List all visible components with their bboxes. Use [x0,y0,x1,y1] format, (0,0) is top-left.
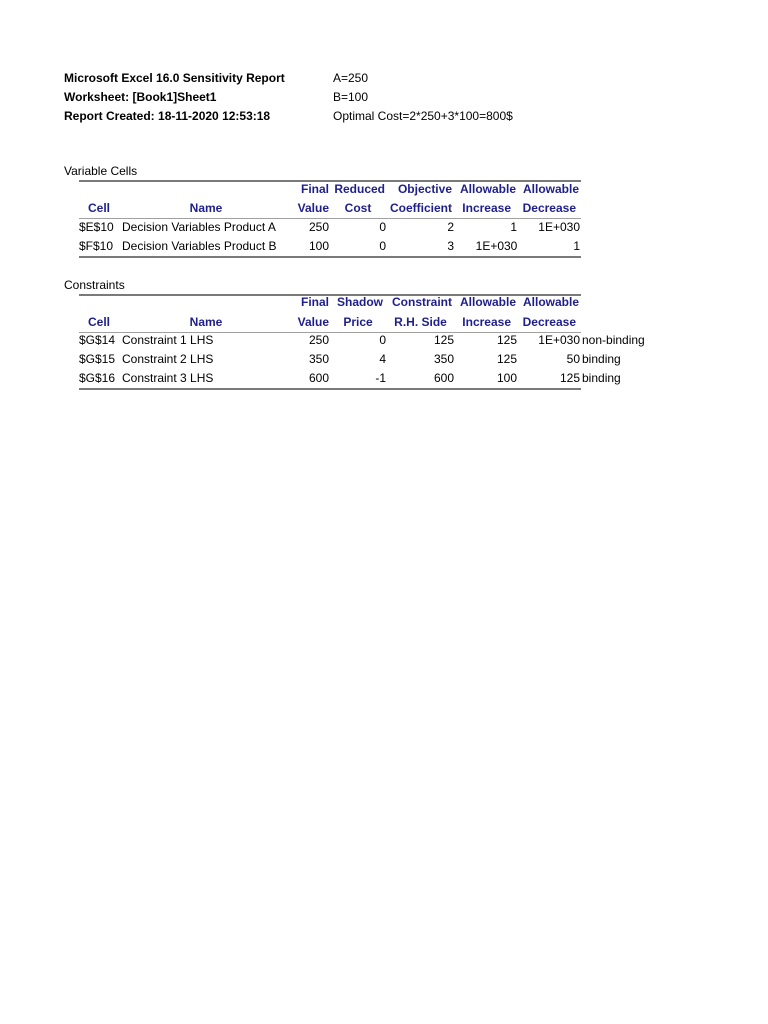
worksheet-label: Worksheet: [Book1]Sheet1 [64,90,217,104]
vc-h2-col0: Cell [87,201,110,215]
cs-r2-name: Constraint 3 LHS [122,371,214,385]
vc-h2-col4: Coefficient [389,201,452,215]
vc-h2-col6: Decrease [522,201,576,215]
constraints-header-row-1 [0,293,768,312]
vc-h2-col2: Value [297,201,329,215]
cs-r0-name: Constraint 1 LHS [122,333,214,347]
vc-r0-final-value: 250 [308,220,329,234]
cs-h2-col0: Cell [87,315,110,329]
constraints-title: Constraints [64,278,125,292]
vc-h2-col1: Name [189,201,223,215]
note-a: A=250 [333,71,369,85]
table-row [0,350,768,369]
note-b: B=100 [333,90,369,104]
cs-r2-final-value: 600 [308,371,329,385]
vc-h2-col5: Increase [462,201,511,215]
table-row [0,331,768,350]
note-optimal-cost: Optimal Cost=2*250+3*100=800$ [333,109,513,123]
vc-r0-objective-coefficient: 2 [447,220,454,234]
cs-h2-col1: Name [189,315,223,329]
variable-cells-bottom-rule [79,256,581,258]
report-title: Microsoft Excel 16.0 Sensitivity Report [64,71,285,85]
table-row [0,369,768,388]
vc-h1-col6: Allowable [522,182,579,196]
constraints-bottom-rule [79,388,581,390]
vc-r1-allowable-increase: 1E+030 [475,239,518,253]
cs-h1-col4: Constraint [392,295,452,309]
vc-r0-allowable-increase: 1 [510,220,517,234]
cs-h2-col3: Price [343,315,373,329]
cs-h1-col2: Final [300,295,329,309]
cs-h2-col4: R.H. Side [394,315,447,329]
cs-r1-status: binding [582,352,621,366]
cs-r1-shadow-price: 4 [379,352,386,366]
cs-r0-cell: $G$14 [79,333,116,347]
vc-r1-objective-coefficient: 3 [447,239,454,253]
cs-r0-allowable-increase: 125 [496,333,517,347]
cs-r1-rh-side: 350 [433,352,454,366]
variable-cells-title: Variable Cells [64,164,138,178]
cs-r1-cell: $G$15 [79,352,116,366]
vc-r0-allowable-decrease: 1E+030 [538,220,580,234]
cs-r2-allowable-decrease: 125 [559,371,580,385]
cs-r2-cell: $G$16 [79,371,116,385]
cs-r1-final-value: 350 [308,352,329,366]
vc-r1-final-value: 100 [308,239,329,253]
cs-h1-col5: Allowable [459,295,516,309]
cs-r2-shadow-price: -1 [375,371,386,385]
cs-h1-col3: Shadow [336,295,383,309]
cs-r1-name: Constraint 2 LHS [122,352,214,366]
constraints-header-row-2 [0,313,768,332]
vc-h1-col3: Reduced [334,182,385,196]
cs-r1-allowable-decrease: 50 [566,352,580,366]
cs-r2-allowable-increase: 100 [496,371,517,385]
vc-h1-col5: Allowable [459,182,516,196]
cs-r0-rh-side: 125 [433,333,454,347]
report-created-label: Report Created: 18-11-2020 12:53:18 [64,109,271,123]
vc-h1-col2: Final [300,182,329,196]
vc-r1-reduced-cost: 0 [379,239,386,253]
cs-r2-status: binding [582,371,621,385]
vc-h2-col3: Cost [344,201,372,215]
vc-r1-name: Decision Variables Product B [122,239,277,253]
vc-r0-name: Decision Variables Product A [122,220,276,234]
cs-r0-allowable-decrease: 1E+030 [538,333,580,347]
cs-r1-allowable-increase: 125 [496,352,517,366]
cs-h2-col2: Value [297,315,329,329]
cs-r2-rh-side: 600 [433,371,454,385]
cs-h2-col5: Increase [462,315,511,329]
table-row [0,218,768,237]
vc-r0-cell: $E$10 [79,220,114,234]
vc-h1-col4: Objective [397,182,452,196]
vc-r1-cell: $F$10 [79,239,114,253]
cs-h2-col6: Decrease [522,315,576,329]
variable-cells-header-row-2 [0,199,768,218]
cs-r0-shadow-price: 0 [379,333,386,347]
variable-cells-header-row-1 [0,180,768,199]
cs-r0-final-value: 250 [308,333,329,347]
vc-r1-allowable-decrease: 1 [573,239,580,253]
cs-r0-status: non-binding [582,333,645,347]
cs-h1-col6: Allowable [522,295,579,309]
vc-r0-reduced-cost: 0 [379,220,386,234]
table-row [0,237,768,256]
